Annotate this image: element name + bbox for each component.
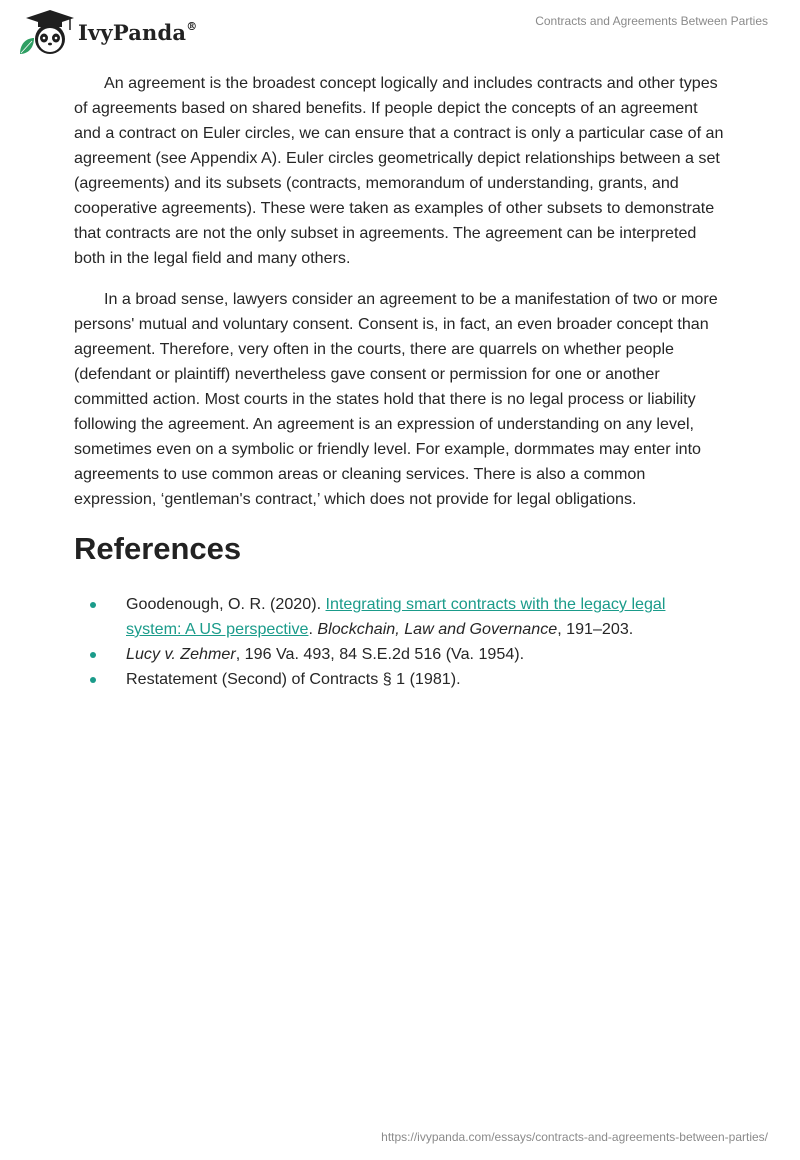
footer-url[interactable]: https://ivypanda.com/essays/contracts-and-agreements-between-parties/ bbox=[381, 1130, 768, 1144]
ivypanda-logo[interactable] bbox=[14, 8, 197, 56]
reference-link[interactable]: Integrating smart contracts with the legacy legal system: A US perspective bbox=[126, 595, 666, 638]
references-heading: References bbox=[74, 531, 242, 566]
body-paragraph: In a broad sense, lawyers consider an agreement to be a manifestation of two or more persons' mutual and voluntary consent. Consent is, in fact, an even broader concept than agreement. Therefore, very often in the courts, there are quarrels on whether people (defendant or plaintiff) nevertheless gave consent or permission for one or another committed action. Most courts in the states hold that there is no legal process or liability following the agreement. An agreement is an expression of understanding on any level, sometimes even on a symbolic or friendly level. For example, dormmates may enter into agreements to use common areas or cleaning services. There is also a common expression, ‘gentleman's contract,’ which does not provide for legal obligations. bbox=[74, 290, 718, 508]
reference-item: Lucy v. Zehmer, 196 Va. 493, 84 S.E.2d 516 (Va. 1954). bbox=[74, 642, 724, 667]
brand-name: IvyPanda® bbox=[78, 19, 198, 45]
document-title: Contracts and Agreements Between Parties bbox=[535, 14, 768, 28]
bullet-icon bbox=[90, 602, 96, 608]
panda-graduate-icon bbox=[14, 8, 76, 56]
page-header bbox=[0, 0, 800, 60]
references-list bbox=[74, 592, 724, 692]
bullet-icon bbox=[90, 652, 96, 658]
reference-item: Restatement (Second) of Contracts § 1 (1981). bbox=[74, 667, 724, 692]
reference-item: Goodenough, O. R. (2020). Integrating smart contracts with the legacy legal system: A US perspective. Blockchain, Law and Governance, 191–203. bbox=[74, 592, 724, 642]
bullet-icon bbox=[90, 677, 96, 683]
body-paragraph: An agreement is the broadest concept logically and includes contracts and other types of agreements based on shared benefits. If people depict the concepts of an agreement and a contract on Euler circles, we can ensure that a contract is only a particular case of an agreement (see Appendix A). Euler circles geometrically depict relationships between a set (agreements) and its subsets (contracts, memorandum of understanding, grants, and cooperative agreements). These were taken as examples of other subsets to demonstrate that contracts are not the only subset in agreements. The agreement can be interpreted both in the legal field and many others. bbox=[74, 74, 724, 267]
essay-content bbox=[74, 71, 724, 692]
